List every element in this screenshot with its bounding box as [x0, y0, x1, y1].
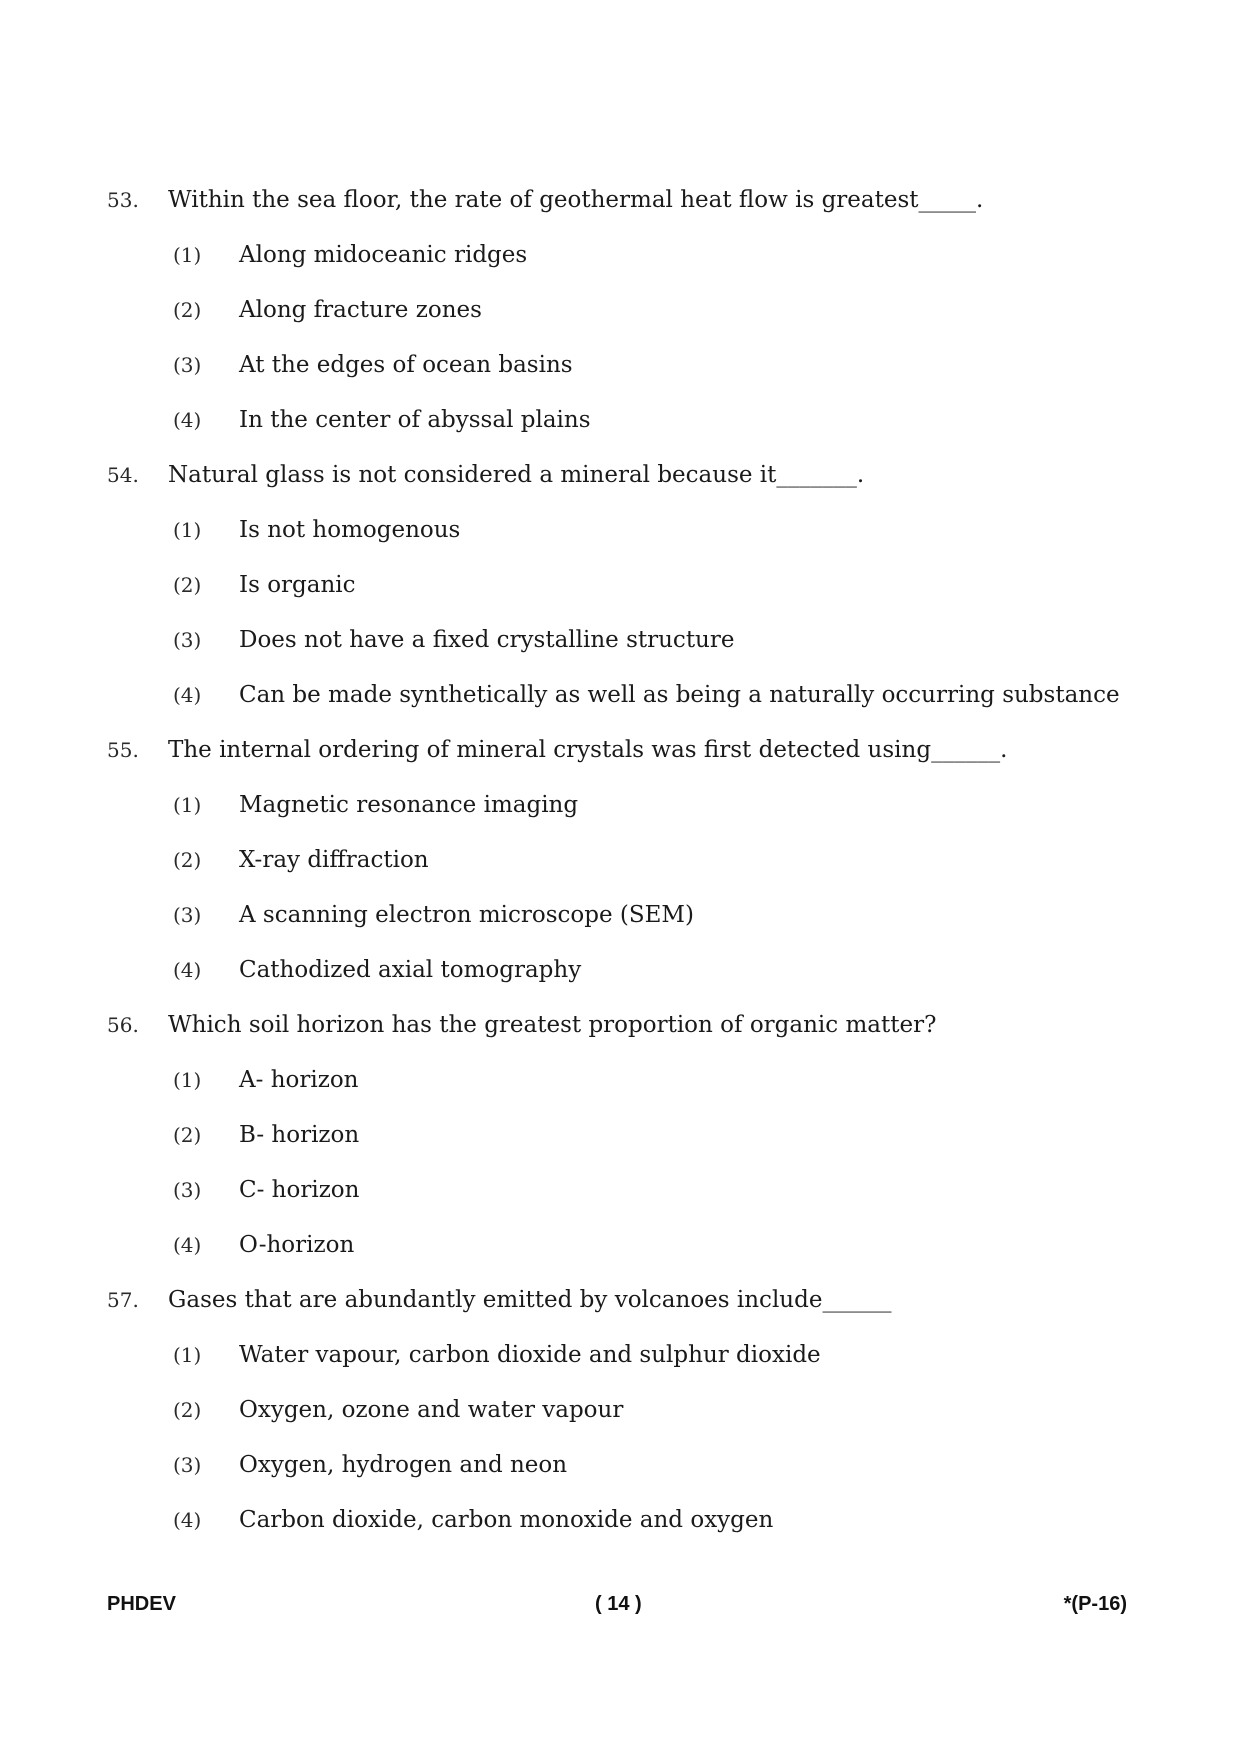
paper-code: PHDEV	[107, 1593, 176, 1615]
option-text: X-ray diffraction	[239, 847, 429, 873]
option-text: Carbon dioxide, carbon monoxide and oxygen	[239, 1507, 774, 1533]
question-number: 55.	[107, 738, 139, 762]
option-number: (4)	[173, 958, 202, 982]
question-57	[107, 1287, 1147, 1545]
page-footer	[107, 1593, 1127, 1623]
series-code: *(P-16)	[1063, 1593, 1127, 1615]
option-text: Along midoceanic ridges	[239, 242, 528, 268]
option-2	[107, 1122, 1147, 1160]
question-text: Gases that are abundantly emitted by volcanoes include______	[168, 1287, 892, 1313]
question-text: Within the sea floor, the rate of geothermal heat flow is greatest_____.	[168, 187, 984, 213]
option-2	[107, 847, 1147, 885]
option-3	[107, 627, 1147, 665]
option-number: (4)	[173, 683, 202, 707]
question-text: Which soil horizon has the greatest proportion of organic matter?	[168, 1012, 937, 1038]
option-text: Does not have a fixed crystalline structure	[239, 627, 735, 653]
option-2	[107, 297, 1147, 335]
option-3	[107, 902, 1147, 940]
option-3	[107, 1452, 1147, 1490]
option-4	[107, 957, 1147, 995]
option-number: (4)	[173, 1233, 202, 1257]
option-number: (1)	[173, 518, 202, 542]
option-2	[107, 572, 1147, 610]
option-number: (2)	[173, 1398, 202, 1422]
option-text: A- horizon	[239, 1067, 359, 1093]
option-number: (4)	[173, 408, 202, 432]
question-stem	[107, 187, 1147, 225]
option-number: (3)	[173, 1453, 202, 1477]
question-stem	[107, 462, 1147, 500]
question-number: 57.	[107, 1288, 139, 1312]
option-number: (3)	[173, 353, 202, 377]
question-text: Natural glass is not considered a mineral because it_______.	[168, 462, 865, 488]
option-number: (1)	[173, 1343, 202, 1367]
option-4	[107, 1507, 1147, 1545]
option-text: Cathodized axial tomography	[239, 957, 582, 983]
option-text: Water vapour, carbon dioxide and sulphur dioxide	[239, 1342, 821, 1368]
question-stem	[107, 1012, 1147, 1050]
option-1	[107, 792, 1147, 830]
option-1	[107, 242, 1147, 280]
option-number: (1)	[173, 243, 202, 267]
option-number: (2)	[173, 848, 202, 872]
option-text: In the center of abyssal plains	[239, 407, 591, 433]
question-text: The internal ordering of mineral crystals was first detected using______.	[168, 737, 1008, 763]
question-53	[107, 187, 1147, 445]
option-3	[107, 1177, 1147, 1215]
option-4	[107, 682, 1147, 720]
option-number: (1)	[173, 1068, 202, 1092]
page-number: ( 14 )	[595, 1593, 642, 1615]
option-1	[107, 1342, 1147, 1380]
question-55	[107, 737, 1147, 995]
option-text: Along fracture zones	[239, 297, 482, 323]
option-1	[107, 517, 1147, 555]
option-1	[107, 1067, 1147, 1105]
option-text: Magnetic resonance imaging	[239, 792, 579, 818]
option-number: (1)	[173, 793, 202, 817]
question-number: 54.	[107, 463, 139, 487]
option-3	[107, 352, 1147, 390]
option-number: (3)	[173, 903, 202, 927]
question-number: 53.	[107, 188, 139, 212]
question-stem	[107, 1287, 1147, 1325]
option-text: A scanning electron microscope (SEM)	[239, 902, 694, 928]
option-4	[107, 1232, 1147, 1270]
option-4	[107, 407, 1147, 445]
question-stem	[107, 737, 1147, 775]
question-54	[107, 462, 1147, 720]
option-text: Is not homogenous	[239, 517, 461, 543]
question-list	[107, 187, 1147, 1562]
option-number: (2)	[173, 1123, 202, 1147]
option-2	[107, 1397, 1147, 1435]
option-number: (2)	[173, 298, 202, 322]
option-text: Oxygen, hydrogen and neon	[239, 1452, 568, 1478]
question-56	[107, 1012, 1147, 1270]
option-number: (4)	[173, 1508, 202, 1532]
option-text: B- horizon	[239, 1122, 360, 1148]
option-text: Can be made synthetically as well as being a naturally occurring substance	[239, 682, 1120, 708]
option-number: (2)	[173, 573, 202, 597]
option-text: At the edges of ocean basins	[239, 352, 573, 378]
option-text: Oxygen, ozone and water vapour	[239, 1397, 624, 1423]
option-number: (3)	[173, 628, 202, 652]
option-text: C- horizon	[239, 1177, 360, 1203]
option-number: (3)	[173, 1178, 202, 1202]
option-text: O-horizon	[239, 1232, 355, 1258]
option-text: Is organic	[239, 572, 356, 598]
question-number: 56.	[107, 1013, 139, 1037]
